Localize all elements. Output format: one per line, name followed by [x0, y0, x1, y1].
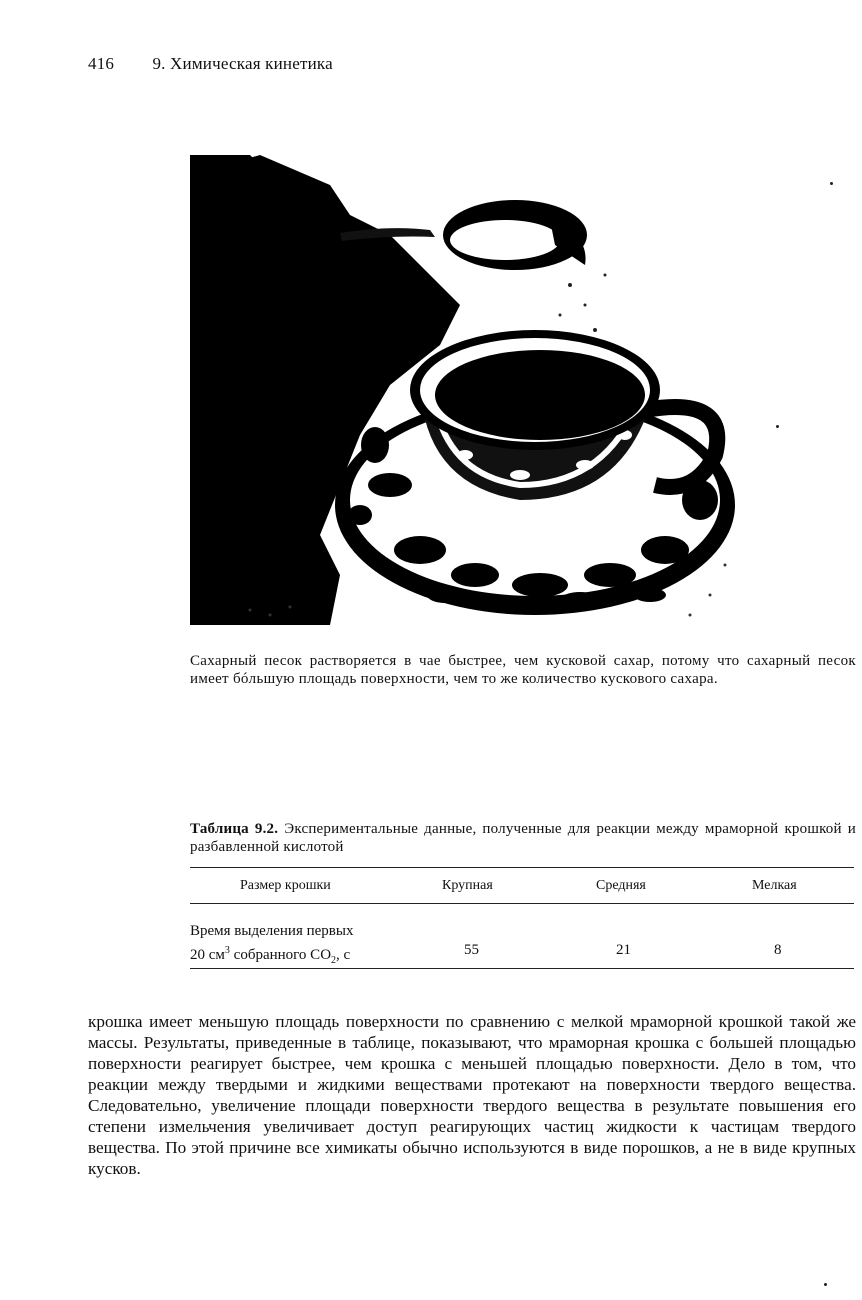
page-number: 416 [88, 54, 115, 73]
table-title-text: Экспериментальные данные, полученные для реакции между мраморной крошкой и разбавленной кислотой [190, 821, 857, 855]
table-cell-medium: 21 [616, 942, 631, 958]
row-label-line1: Время выделения первых [190, 923, 354, 939]
table-cell-fine: 8 [774, 942, 782, 958]
body-paragraph: крошка имеет меньшую площадь поверхности по сравнению с мелкой мраморной крошкой такой же массы. Результаты, приведенные в таблице, показывают, что мраморная крошка с большей площадью поверхности реагирует быстрее, чем крошка с меньшей площадью поверхности. Дело в том, что реакции между твердыми и жидкими веществами протекают на поверхности твердого вещества. Следовательно, увеличение площади поверхности твердого вещества в результате повышения его степени измельчения увеличивает доступ реагирующих частиц жидкости к частицам твердого вещества. По этой причине все химикаты обычно используются в виде порошков, а не в виде крупных кусков. [88, 1012, 856, 1178]
stray-dot [824, 1283, 827, 1286]
table-header-coarse: Крупная [442, 878, 493, 893]
table-cell-coarse: 55 [464, 942, 479, 958]
tea-cup-photo [190, 155, 740, 625]
table-header-size: Размер крошки [240, 878, 331, 893]
table-header-rule [190, 903, 854, 904]
row-label-line2: 20 $см^3$ собранного $CO_2$, с [190, 945, 351, 966]
table-bottom-rule [190, 968, 854, 969]
table-label: Таблица 9.2. [190, 821, 279, 837]
table-header-fine: Мелкая [752, 878, 797, 893]
running-head [88, 54, 333, 74]
stray-dot [776, 425, 779, 428]
figure-caption: Сахарный песок растворяется в чае быстрее, чем кусковой сахар, потому что сахарный песок имеет бóльшую площадь поверхности, чем то же количество кускового сахара. [190, 653, 856, 687]
table-top-rule [190, 867, 854, 868]
table-title [190, 820, 856, 856]
table-header-medium: Средняя [596, 878, 646, 893]
table-row-label [190, 921, 353, 971]
stray-dot [830, 182, 833, 185]
chapter-title: 9. Химическая кинетика [152, 54, 333, 73]
